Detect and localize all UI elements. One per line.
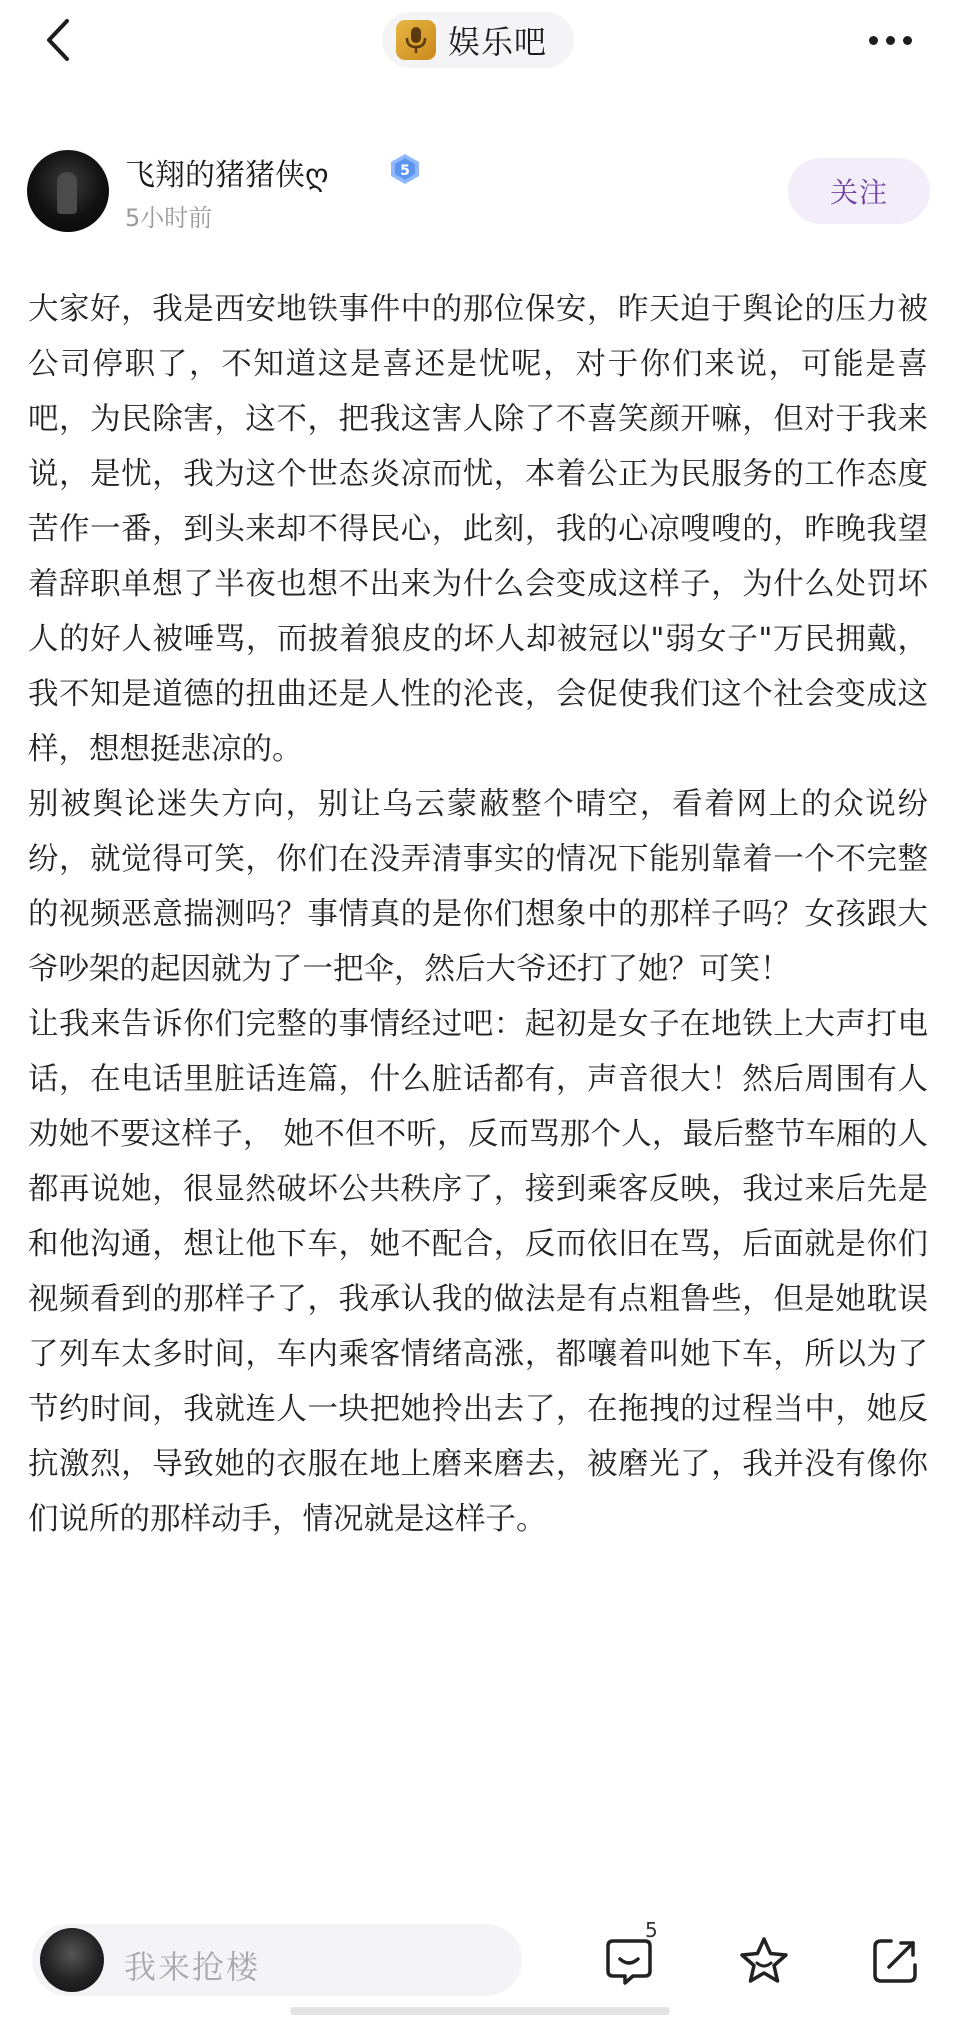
post-paragraph: 大家好，我是西安地铁事件中的那位保安，昨天迫于舆论的压力被公司停职了，不知道这是喜还是忧呢，对于你们来说，可能是喜吧，为民除害，这不，把我这害人除了不喜笑颜开嘛，但对于我来说，是忧，我为这个世态炎凉而忧，本着公正为民服务的工作态度苦作一番，到头来却不得民心，此刻，我的心凉嗖嗖的，昨晚我望着辞职单想了半夜也想不出来为什么会变成这样子，为什么处罚坏人的好人被唾骂，而披着狼皮的坏人却被冠以"弱女子"万民拥戴，我不知是道德的扭曲还是人性的沦丧，会促使我们这个社会变成这样，想想挺悲凉的。 xyxy=(28,292,928,767)
bottom-bar xyxy=(0,1902,958,2020)
chevron-left-icon xyxy=(45,18,71,62)
post-time: 5小时前 xyxy=(125,204,213,232)
favorite-button[interactable] xyxy=(735,1932,793,1990)
microphone-icon xyxy=(396,20,436,60)
share-icon xyxy=(869,1935,921,1987)
more-dot xyxy=(886,36,895,45)
post-paragraph: 别被舆论迷失方向，别让乌云蒙蔽整个晴空，看着网上的众说纷纷，就觉得可笑，你们在没弄清事实的情况下能别靠着一个不完整的视频恶意揣测吗？事情真的是你们想象中的那样子吗？女孩跟大爷吵架的起因就为了一把伞，然后大爷还打了她？可笑！ xyxy=(28,787,928,987)
follow-button[interactable]: 关注 xyxy=(788,158,930,224)
comment-count: 5 xyxy=(645,1918,658,1942)
more-button[interactable] xyxy=(860,18,920,62)
level-number: 5 xyxy=(400,163,410,179)
more-dots-icon xyxy=(869,36,878,45)
post-paragraph: 让我来告诉你们完整的事情经过吧：起初是女子在地铁上大声打电话，在电话里脏话连篇，什么脏话都有，声音很大！然后周围有人劝她不要这样子， 她不但不听，反而骂那个人，最后整节车厢的人都再说她，很显然破坏公共秩序了，接到乘客反映，我过来后先是和他沟通，想让他下车，她不配合，反而依旧在骂，后面就是你们视频看到的那样子了，我承认我的做法是有点粗鲁些，但是她耽误了列车太多时间，车内乘客情绪高涨，都嚷着叫她下车，所以为了节约时间，我就连人一块把她拎出去了，在拖拽的过程当中，她反抗激烈，导致她的衣服在地上磨来磨去，被磨光了，我并没有像你们说所的那样动手，情况就是这样子。 xyxy=(28,1007,928,1537)
comment-placeholder[interactable]: 我来抢楼 xyxy=(124,1948,261,1986)
share-button[interactable] xyxy=(866,1932,924,1990)
avatar-figure xyxy=(57,172,77,214)
star-icon xyxy=(737,1935,791,1987)
comment-input[interactable] xyxy=(32,1924,522,1996)
top-bar xyxy=(0,0,958,80)
forum-name: 娱乐吧 xyxy=(448,23,548,61)
more-dot xyxy=(903,36,912,45)
back-button[interactable] xyxy=(38,14,78,66)
forum-tag[interactable] xyxy=(382,12,574,68)
level-badge-icon xyxy=(388,152,422,186)
comment-icon xyxy=(603,1935,655,1987)
author-avatar[interactable] xyxy=(27,150,109,232)
post-content xyxy=(28,282,928,1892)
author-row xyxy=(0,140,958,240)
my-avatar xyxy=(40,1928,104,1992)
author-name[interactable]: 飞翔的猪猪侠ღ xyxy=(125,158,329,193)
home-indicator xyxy=(290,2007,670,2015)
